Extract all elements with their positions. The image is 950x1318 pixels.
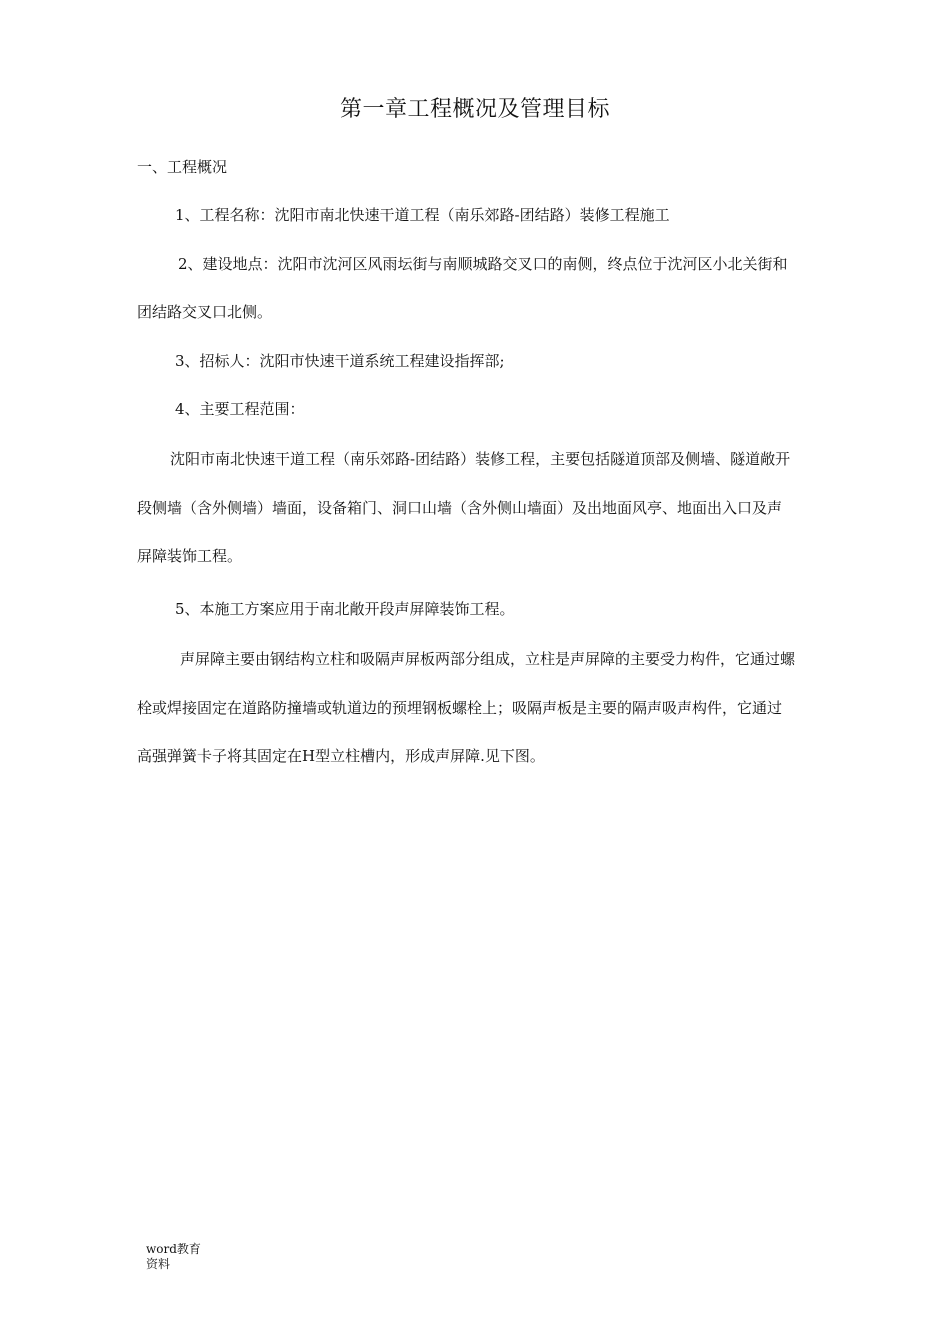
item-project-name: 1、工程名称：沈阳市南北快速干道工程（南乐郊路-团结路）装修工程施工 [175,206,670,224]
section-heading: 一、工程概况 [137,158,228,176]
description-line3: 高强弹簧卡子将其固定在H型立柱槽内，形成声屏障.见下图。 [137,747,545,765]
chapter-title: 第一章工程概况及管理目标 [339,97,610,122]
item-location-line2: 团结路交叉口北侧。 [137,303,273,321]
scope-line3: 屏障装饰工程。 [137,547,243,565]
item-location-line1: 2、建设地点：沈阳市沈河区风雨坛街与南顺城路交叉口的南侧，终点位于沈河区小北关街和 [178,255,788,273]
description-line2: 栓或焊接固定在道路防撞墙或轨道边的预埋钢板螺栓上；吸隔声板是主要的隔声吸声构件，它通过 [137,699,783,717]
item-tenderer: 3、招标人：沈阳市快速干道系统工程建设指挥部; [175,352,505,370]
scope-line1: 沈阳市南北快速干道工程（南乐郊路-团结路）装修工程，主要包括隧道顶部及侧墙、隧道敞开 [170,450,791,468]
footer-watermark-text: word教育资料 [146,1242,201,1271]
description-line1: 声屏障主要由钢结构立柱和吸隔声屏板两部分组成，立柱是声屏障的主要受力构件，它通过螺 [180,650,796,668]
scope-line2: 段侧墙（含外侧墙）墙面，设备箱门、洞口山墙（含外侧山墙面）及出地面风亭、地面出入口及声 [137,499,783,517]
item-scope-heading: 4、主要工程范围： [175,400,305,418]
item-application: 5、本施工方案应用于南北敞开段声屏障装饰工程。 [175,600,515,618]
